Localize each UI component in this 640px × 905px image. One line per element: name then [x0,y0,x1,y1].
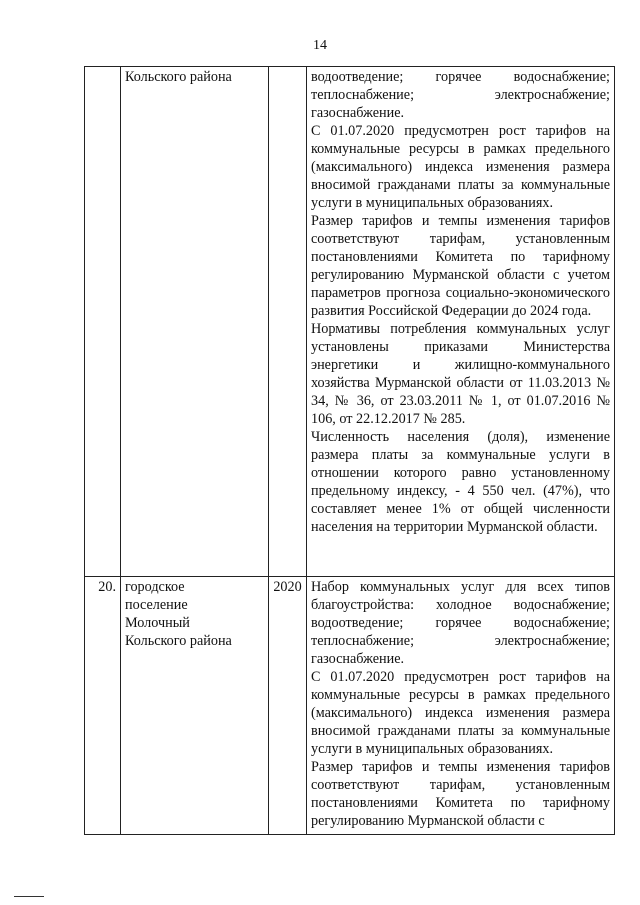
year [269,67,307,577]
table-row [85,67,615,577]
municipality-name-line: Кольского района [125,633,232,649]
page-edge-mark [14,896,44,897]
description-paragraph: водоотведение; горячее водоснабжение; теплоснабжение; электроснабжение; газоснабжение. [311,69,610,121]
description-paragraph: Набор коммунальных услуг для всех типов благоустройства: холодное водоснабжение; водоотведение; горячее водоснабжение; теплоснабжение; электроснабжение; газоснабжение. [311,579,610,667]
table-row [85,577,615,835]
description-paragraph: Нормативы потребления коммунальных услуг установлены приказами Министерства энергетики и жилищно-коммунального хозяйства Мурманской области от 11.03.2013 № 34, № 36, от 23.03.2011 № 1, от 01.07.2016 № 106, от 22.12.2017 № 285. [311,321,610,427]
municipality-name-line: городское [125,579,185,595]
description-paragraph: С 01.07.2020 предусмотрен рост тарифов на коммунальные ресурсы в рамках предельного (максимального) индекса изменения размера вносимой гражданами платы за коммунальные услуги в муниципальных образованиях. [311,123,610,211]
municipality-name [121,577,269,835]
description-paragraph: Размер тарифов и темпы изменения тарифов соответствуют тарифам, установленным постановлениями Комитета по тарифному регулированию Мурманской области с [311,759,610,829]
municipality-name-line: поселение [125,597,188,613]
description-paragraph: Численность населения (доля), изменение размера платы за коммунальные услуги в отношении которого равно установленному предельному индексу, - 4 550 чел. (47%), что составляет менее 1% от общей численности населения на территории Мурманской области. [311,429,610,535]
municipality-name-line: Молочный [125,615,190,631]
description-cell [307,67,615,577]
row-number [85,67,121,577]
municipality-name [121,67,269,577]
municipality-name-line: Кольского района [125,69,232,85]
description-cell [307,577,615,835]
page-number: 14 [313,38,327,53]
row-number: 20. [85,577,121,835]
tariff-table [84,66,615,835]
description-paragraph: С 01.07.2020 предусмотрен рост тарифов на коммунальные ресурсы в рамках предельного (максимального) индекса изменения размера вносимой гражданами платы за коммунальные услуги в муниципальных образованиях. [311,669,610,757]
year: 2020 [269,577,307,835]
description-paragraph: Размер тарифов и темпы изменения тарифов соответствуют тарифам, установленным постановлениями Комитета по тарифному регулированию Мурманской области с учетом параметров прогноза социально-экономического развития Российской Федерации до 2024 года. [311,213,610,319]
